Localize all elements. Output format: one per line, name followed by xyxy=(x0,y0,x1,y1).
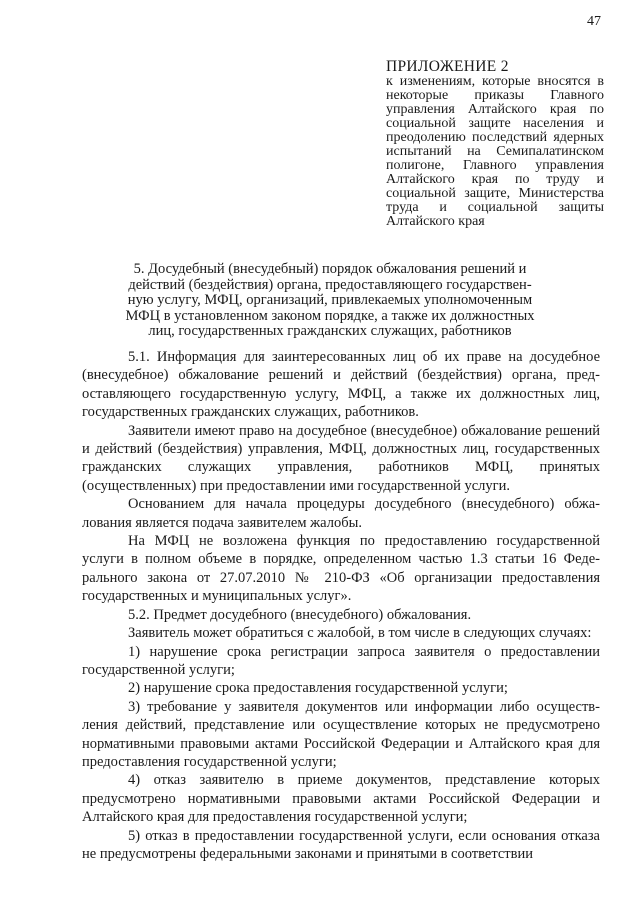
paragraph: На МФЦ не возложена функция по предоставлению государственной услуги в полном объеме в порядке, определенном частью 1.3 статьи 16 Федерального закона от 27.07.2010 № 210-ФЗ «Об организации предоставления государственных и муниципальных услуг». xyxy=(82,533,600,605)
paragraph: 5.1. Информация для заинтересованных лиц об их праве на досудебное (внесудебное) обжалование решений и действий (бездействия) органа, предоставляющего государственную услугу, МФЦ, а также их должностных лиц, государственных гражданских служащих, работников. xyxy=(82,349,600,421)
list-item: 1) нарушение срока регистрации запроса заявителя о предоставлении государственной услуги; xyxy=(82,643,600,678)
paragraph: Основанием для начала процедуры досудебного (внесудебного) обжалования является подача заявителем жалобы. xyxy=(82,496,600,531)
paragraph: 5.2. Предмет досудебного (внесудебного) обжалования. xyxy=(128,606,472,623)
section-title: 5. Досудебный (внесудебный) порядок обжалования решений и действий (бездействия) органа, предоставляющего государственную услугу, МФЦ, организаций, привлекаемых уполномоченным МФЦ в установленном законом порядке, а также их должностных лиц, государственных гражданских служащих, работников xyxy=(125,261,535,339)
list-item: 4) отказ заявителю в приеме документов, представление которых предусмотрено нормативными правовыми актами Российской Федерации и Алтайского края для предоставления государственной услуги; xyxy=(82,772,600,826)
list-item: 3) требование у заявителя документов или информации либо осуществления действий, представление или осуществление которых не предусмотрено нормативными правовыми актами Российской Федерации и Алтайского края для предоставления государственной услуги; xyxy=(82,698,600,770)
document-body xyxy=(82,348,600,863)
list-item: 5) отказ в предоставлении государственной услуги, если основания отказа не предусмотрены федеральными законами и принятыми в соответствии xyxy=(82,827,600,862)
paragraph: Заявитель может обратиться с жалобой, в том числе в следующих случаях: xyxy=(128,625,592,642)
paragraph: Заявители имеют право на досудебное (внесудебное) обжалование решений и действий (бездействия) управления, МФЦ, должностных лиц, государственных гражданских служащих управления, работников МФЦ, принятых (осуществленных) при предоставлении ими государственной услуги. xyxy=(82,422,600,494)
list-item: 2) нарушение срока предоставления государственной услуги; xyxy=(128,680,508,697)
page-number: 47 xyxy=(587,14,601,29)
appendix-header xyxy=(386,58,604,229)
appendix-title: ПРИЛОЖЕНИЕ 2 xyxy=(386,58,509,75)
appendix-text: к изменениям, которые вносятся в некоторые приказы Главного управления Алтайского края по социальной защите населения и преодолению последствий ядерных испытаний на Семипалатинском полигоне, Главного управления Алтайского края по труду и социальной защите, Министерства труда и социальной защиты Алтайского края xyxy=(386,74,604,229)
